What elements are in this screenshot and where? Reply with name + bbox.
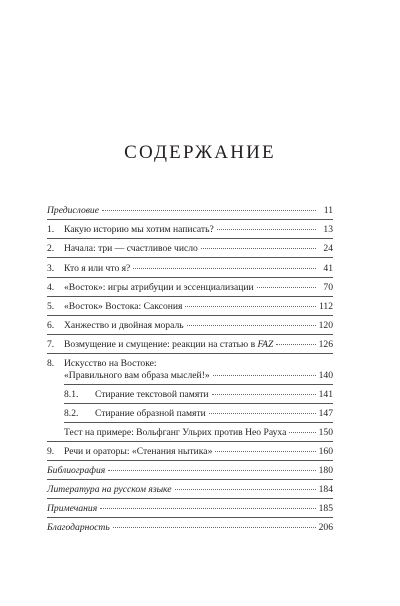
toc-entry-section-8-2[interactable] bbox=[47, 408, 333, 420]
toc-page-number: 120 bbox=[318, 320, 333, 331]
toc-page-number: 140 bbox=[318, 370, 333, 381]
toc-entry-title: Примечания bbox=[47, 503, 98, 514]
toc-entry-title bbox=[64, 339, 273, 351]
toc-entry-bibliography[interactable] bbox=[47, 465, 333, 477]
toc-page-number: 180 bbox=[318, 465, 333, 476]
toc-entry-title-text: Возмущение и смущение: реакции на статью в bbox=[64, 339, 258, 350]
toc-entry-number: 2. bbox=[47, 243, 55, 254]
toc-entry-title: Литература на русском языке bbox=[47, 484, 172, 495]
toc-entry-title: Какую историю мы хотим написать? bbox=[64, 224, 214, 235]
toc-entry-title: Кто я или что я? bbox=[64, 263, 131, 274]
toc-entry-title: Речи и ораторы: «Стенания нытика» bbox=[64, 446, 213, 457]
toc-entry-chapter-9[interactable] bbox=[47, 446, 333, 458]
toc-entry-number: 4. bbox=[47, 282, 55, 293]
toc-entry-title: Благодарность bbox=[47, 522, 110, 533]
separator-line bbox=[64, 403, 333, 404]
toc-entry-chapter-4[interactable] bbox=[47, 282, 333, 294]
toc-entry-chapter-8[interactable] bbox=[47, 358, 333, 382]
dot-leader bbox=[113, 527, 316, 528]
separator-line bbox=[64, 422, 333, 423]
toc-entry-chapter-1[interactable] bbox=[47, 224, 333, 236]
toc-page-number: 11 bbox=[323, 205, 333, 216]
dot-leader bbox=[289, 432, 315, 433]
toc-page-number: 147 bbox=[318, 408, 333, 419]
toc-entry-title: «Восток»: игры атрибуции и эссенциализации bbox=[64, 282, 254, 293]
toc-entry-preface[interactable] bbox=[47, 205, 333, 217]
toc-page-number: 184 bbox=[318, 484, 333, 495]
toc-entry-title: Стирание текстовой памяти bbox=[95, 389, 209, 400]
toc-page-number: 70 bbox=[323, 282, 333, 293]
separator-line bbox=[47, 479, 333, 480]
dot-leader bbox=[209, 413, 316, 414]
toc-entry-title-line1: Искусство на Востоке: bbox=[64, 358, 157, 369]
dot-leader bbox=[108, 470, 315, 471]
page-title: СОДЕРЖАНИЕ bbox=[124, 142, 276, 163]
toc-entry-title-line2: «Правильного вам образа мыслей!» bbox=[64, 370, 210, 381]
dot-leader bbox=[100, 508, 315, 509]
dot-leader bbox=[201, 248, 316, 249]
toc-entry-case-study[interactable] bbox=[47, 427, 333, 439]
dot-leader bbox=[212, 394, 316, 395]
dot-leader bbox=[215, 451, 315, 452]
toc-page-number: 13 bbox=[323, 224, 333, 235]
dot-leader bbox=[102, 210, 316, 211]
separator-line bbox=[47, 257, 333, 258]
dot-leader bbox=[185, 306, 316, 307]
toc-entry-number: 9. bbox=[47, 446, 55, 457]
toc-entry-title: Стирание образной памяти bbox=[95, 408, 206, 419]
toc-entry-number: 5. bbox=[47, 301, 55, 312]
separator-line bbox=[47, 334, 333, 335]
dot-leader bbox=[213, 375, 316, 376]
toc-page-number: 160 bbox=[318, 446, 333, 457]
separator-line bbox=[47, 353, 333, 354]
toc-entry-number: 1. bbox=[47, 224, 55, 235]
toc-entry-title: Начала: три — счастливое число bbox=[64, 243, 198, 254]
toc-entry-title: «Восток» Востока: Саксония bbox=[64, 301, 183, 312]
toc-entry-chapter-7[interactable] bbox=[47, 339, 333, 351]
toc-entry-title: Тест на примере: Вольфганг Ульрих против Нео Рауха bbox=[64, 427, 287, 438]
toc-entry-title: Библиография bbox=[47, 465, 106, 476]
separator-line bbox=[47, 277, 333, 278]
separator-line bbox=[47, 441, 333, 442]
toc-entry-number: 7. bbox=[47, 339, 55, 350]
toc-page-number: 150 bbox=[318, 427, 333, 438]
separator-line bbox=[47, 238, 333, 239]
separator-line bbox=[47, 315, 333, 316]
toc-page-number: 206 bbox=[318, 522, 333, 533]
toc-page-number: 126 bbox=[318, 339, 333, 350]
toc-entry-title-italic: FAZ bbox=[257, 339, 274, 350]
separator-line bbox=[47, 296, 333, 297]
separator-line bbox=[64, 384, 333, 385]
toc-entry-number: 6. bbox=[47, 320, 55, 331]
dot-leader bbox=[187, 325, 316, 326]
separator-line bbox=[47, 498, 333, 499]
toc-page-number: 41 bbox=[323, 263, 333, 274]
dot-leader bbox=[257, 287, 316, 288]
toc-entry-number: 8.1. bbox=[64, 389, 79, 400]
separator-line bbox=[47, 219, 333, 220]
toc-page-number: 24 bbox=[323, 243, 333, 254]
toc-entry-chapter-6[interactable] bbox=[47, 320, 333, 332]
dot-leader bbox=[217, 229, 316, 230]
toc-entry-russian-literature[interactable] bbox=[47, 484, 333, 496]
dot-leader bbox=[276, 344, 315, 345]
toc-entry-title: Ханжество и двойная мораль bbox=[64, 320, 184, 331]
toc-entry-number: 8.2. bbox=[64, 408, 79, 419]
separator-line bbox=[47, 517, 333, 518]
toc-entry-acknowledgements[interactable] bbox=[47, 522, 333, 534]
dot-leader bbox=[133, 268, 316, 269]
toc-entry-title: Предисловие bbox=[47, 205, 99, 216]
toc-entry-notes[interactable] bbox=[47, 503, 333, 515]
toc-page-number: 112 bbox=[318, 301, 333, 312]
separator-line bbox=[47, 460, 333, 461]
toc-entry-number: 3. bbox=[47, 263, 55, 274]
dot-leader bbox=[175, 489, 316, 490]
toc-entry-section-8-1[interactable] bbox=[47, 389, 333, 401]
toc-page-number: 141 bbox=[318, 389, 333, 400]
toc-page-number: 185 bbox=[318, 503, 333, 514]
toc-entry-chapter-2[interactable] bbox=[47, 243, 333, 255]
toc-entry-chapter-3[interactable] bbox=[47, 263, 333, 275]
toc-entry-chapter-5[interactable] bbox=[47, 301, 333, 313]
toc-entry-number: 8. bbox=[47, 358, 55, 369]
